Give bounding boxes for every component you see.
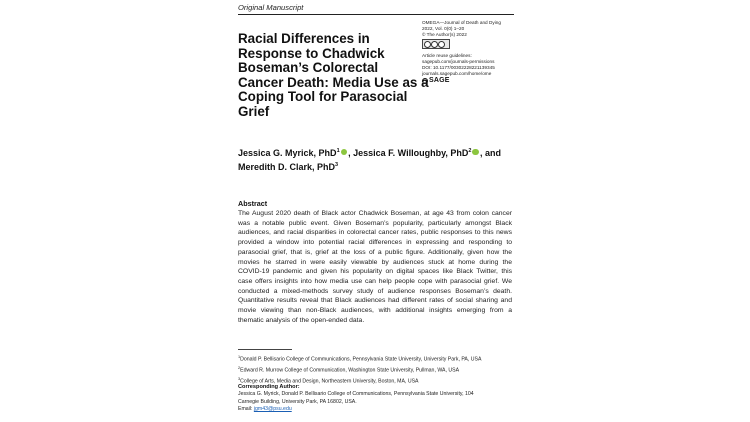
abstract-line: movies he starred in were easily viewable by audiences stuck at home during the xyxy=(238,258,512,266)
author-affil-sup: 1 xyxy=(336,148,340,154)
journal-info-block xyxy=(422,20,518,84)
footnote-rule xyxy=(238,349,292,350)
abstract-line: audiences, and racial disparities in colorectal cancer rates, public responses to this news xyxy=(238,229,512,237)
journal-link[interactable]: journals.sagepub.com/home/ome xyxy=(422,71,492,76)
abstract-line: case offers insights into how media use can help people cope with parasocial grief. We xyxy=(238,277,512,285)
header-rule xyxy=(238,14,514,15)
abstract-line: movie viewing than non-Black audiences, with additional insights emerging from a xyxy=(238,307,512,315)
abstract-body xyxy=(238,209,512,325)
corresponding-email-line xyxy=(238,406,518,413)
title-line: Racial Differences in xyxy=(238,31,370,46)
author-line: Jessica G. Myrick, PhD$^1$ , Jessica F. Willoughby, PhD$^2$ , and xyxy=(238,148,501,158)
title-line: Grief xyxy=(238,103,270,119)
corresponding-author xyxy=(238,384,518,414)
orcid-icon[interactable] xyxy=(472,149,479,156)
title-line: Cancer Death: Media Use as a xyxy=(238,74,429,90)
affiliation-item: $^3$College of Arts, Media and Design, Northeastern University, Boston, MA, USA xyxy=(238,377,419,385)
author-affil-sup: 3 xyxy=(335,161,339,168)
author-name: Meredith D. Clark, PhD xyxy=(238,161,336,172)
abstract-line: The August 2020 death of Black actor Chadwick Boseman, at age 43 from colon cancer xyxy=(238,210,512,217)
journal-volume: 2022, Vol. 0(0) 1–20 xyxy=(422,26,465,31)
affiliations xyxy=(238,353,518,386)
author-affil-sup: 2 xyxy=(468,148,472,154)
abstract-line: provided a window into potential racial differences in expressing and responding to xyxy=(238,239,512,247)
abstract-heading: Abstract xyxy=(238,199,268,208)
affiliation-item: $^2$Edward R. Murrow College of Communication, Washington State University, Pullman, WA, USA xyxy=(238,366,460,374)
sage-logo-text: SAGE xyxy=(429,77,450,84)
cc-license-icon[interactable] xyxy=(422,39,450,49)
sage-logo-icon xyxy=(422,78,428,84)
reuse-label: Article reuse guidelines: xyxy=(422,53,472,58)
abstract-line: parasocial grief, that is, grief at the loss of a public figure. Additionally, given how the xyxy=(238,248,512,256)
reuse-link[interactable]: sagepub.com/journals-permissions xyxy=(422,59,495,64)
journal-name: OMEGA—Journal of Death and Dying xyxy=(422,20,501,25)
article-title xyxy=(238,31,429,120)
title-line: Boseman’s Colorectal xyxy=(238,60,379,76)
corresponding-heading: Corresponding Author: xyxy=(238,384,300,390)
author-and: , and xyxy=(479,148,501,158)
abstract-line: was a notable public event. Given Boseman’s popularity, particularly amongst Black xyxy=(238,219,512,227)
abstract-line: thematic analysis of the open-ended data. xyxy=(238,316,365,324)
email-label: Email: xyxy=(238,406,254,413)
email-link[interactable]: jgm43@psu.edu xyxy=(253,406,292,413)
author-list xyxy=(238,146,518,173)
author-name: Jessica G. Myrick, PhD xyxy=(238,148,337,158)
abstract-line: Quantitative results reveal that Black audiences had different rates of social sharing and xyxy=(238,297,512,305)
author-name: Jessica F. Willoughby, PhD xyxy=(353,148,469,158)
orcid-icon[interactable] xyxy=(341,149,348,156)
title-line: Coping Tool for Parasocial xyxy=(238,89,408,105)
section-label: Original Manuscript xyxy=(238,3,304,12)
affiliation-item: $^1$Donald P. Bellisario College of Communications, Pennsylvania State University, University Park, PA, USA xyxy=(238,355,482,363)
abstract-line: COVID-19 pandemic and given his popularity on digital spaces like Black Twitter, this xyxy=(238,268,512,276)
corresponding-line: Carnegie Building, University Park, PA 16802, USA. xyxy=(238,398,357,405)
copyright: © The Author(s) 2022 xyxy=(422,32,467,37)
corresponding-line: Jessica G. Myrick, Donald P. Bellisario College of Communications, Pennsylvania State University, 104 xyxy=(238,391,474,398)
abstract-line: conducted a mixed-methods survey study of audience responses Boseman’s death. xyxy=(238,287,512,295)
doi[interactable]: DOI: 10.1177/00302228221139345 xyxy=(422,65,495,70)
title-line: Response to Chadwick xyxy=(238,45,385,61)
sage-logo xyxy=(422,78,518,84)
article-first-page xyxy=(232,0,518,422)
author-line xyxy=(238,160,518,174)
